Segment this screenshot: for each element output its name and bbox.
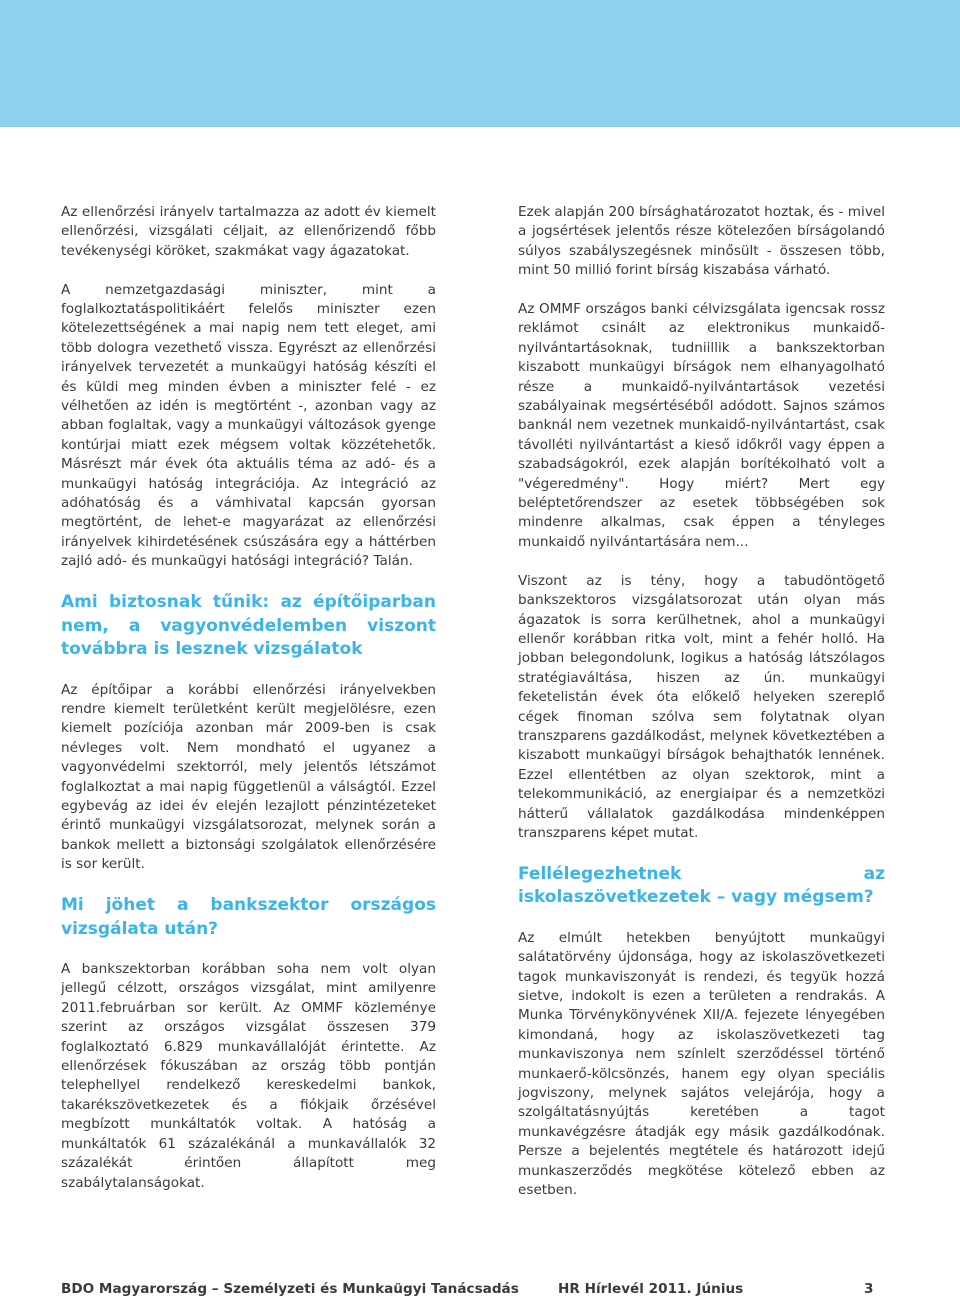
footer-company: BDO Magyarország – Személyzeti és Munkaügyi Tanácsadás [61,1281,519,1297]
right-column [518,203,885,1220]
header-band [0,0,960,127]
section-heading: Fellélegezhetnek az iskolaszövetkezetek – vagy mégsem? [518,863,885,908]
paragraph: Az elmúlt hetekben benyújtott munkaügyi salátatörvény újdonsága, hogy az iskolaszövetkezeti tagok munkaviszonyát is rendezi, és tegyük hozzá sietve, indokolt is ezen a területen a rendrakás. A Munka Törvénykönyvének XII/A. fejezete lényegében kimondaná, hogy az iskolaszövetkezeti tag munkaviszonya nem színlelt szerződéssel történő munkaerő-kölcsönzés, hanem egy olyan speciális jogviszony, melynek sajátos velejárója, hogy a szolgáltatásnyújtás keretében a tagot munkavégzésre átadják egy másik gazdálkodónak. Persze a bejelentés megtétele és határozott idejű munkaszerződés megkötése kötelező ebben az esetben. [518,929,885,1199]
paragraph: A nemzetgazdasági miniszter, mint a foglalkoztatáspolitikáért felelős miniszter ezen kötelezettségének a mai napig nem tett eleget, ami több dologra vezethető vissza. Egyrészt az ellenőrzési irányelvek tervezetét a munkaügyi hatóság készíti el és küldi meg minden évben a miniszter felé - ez vélhetően az idén is megtörtént -, azonban vagy az abban foglaltak, vagy a munkaügyi változások gyenge kontúrjai miatt ezek mégsem voltak közzétehetők. Másrészt már évek óta aktuális téma az adó- és a munkaügyi hatóság integrációja. Az integráció az adóhatóság és a vámhivatal kapcsán gyorsan megtörtént, de lehet-e magyarázat az ellenőrzési irányelvek kihirdetésének csúszására egy a háttérben zajló adó- és munkaügyi hatósági integráció? Talán. [61,281,436,570]
section-heading: Ami biztosnak tűnik: az építőiparban nem, a vagyonvédelemben viszont továbbra is lesznek vizsgálatok [61,592,436,660]
paragraph: Viszont az is tény, hogy a tabudöntögető bankszektoros vizsgálatsorozat után olyan más ágazatok is sorra kerülhetnek, ahol a munkaügyi ellenőr korábban ritka volt, mint a fehér holló. Ha jobban belegondolunk, logikus a hatóság látszólagos stratégiaváltása, hiszen az ún. munkaügyi feketelistán évek óta előkelő helyeken szereplő cégek finoman szólva sem folytatnak olyan transzparens gazdálkodást, melynek következtében a kiszabott munkaügyi bírságok behajthatók lennének. Ezzel ellentétben az olyan szektorok, mint a telekommunikáció, az energiaipar és a nemzetközi hátterű vállalatok gazdálkodása mindenképpen transzparens képet mutat. [518,572,885,841]
paragraph: Az építőipar a korábbi ellenőrzési irányelvekben rendre kiemelt területként került megjelölésre, ezen kiemelt pozíciója azonban már 2009-ben is csak névleges volt. Nem mondható el ugyanez a vagyonvédelmi szektorról, mely jelentős létszámot foglalkoztat a mai napig függetlenül a válságtól. Ezzel egybevág az idei év elején lezajlott pénzintézeteket érintő munkaügyi vizsgálatsorozat, melynek során a bankok mellett a biztonsági szolgálatok ellenőrzésére is sor került. [61,681,436,873]
page-number: 3 [864,1281,874,1297]
paragraph: A bankszektorban korábban soha nem volt olyan jellegű célzott, országos vizsgálat, mint amilyenre 2011.februárban sor került. Az OMMF közleménye szerint az országos vizsgálat összesen 379 foglalkoztató 6.829 munkavállalóját érintette. Az ellenőrzések fókuszában az ország több pontján telephellyel rendelkező kereskedelmi bankok, takarékszövetkezetek és a fiókjaik őrzésével megbízott munkáltatók voltak. A hatóság a munkáltatók 61 százalékánál a munkavállalók 32 százalékát érintően állapított meg szabálytalanságokat. [61,961,436,1191]
section-heading: Mi jöhet a bankszektor országos vizsgálata után? [61,895,436,939]
paragraph: Az ellenőrzési irányelv tartalmazza az adott év kiemelt ellenőrzési, vizsgálati céljait, az ellenőrizendő főbb tevékenységi köröket, szakmákat vagy ágazatokat. [61,204,436,259]
footer-newsletter: HR Hírlevél 2011. Június [558,1281,744,1297]
paragraph: Az OMMF országos banki célvizsgálata igencsak rossz reklámot csinált az elektronikus munkaidő-nyilvántartásoknak, tudniillik a bankszektorban kiszabott munkaügyi bírságok nem elhanyagolható része a munkaidő-nyilvántartások vezetési szabályainak megsértéséből adódott. Sajnos számos banknál nem vezetnek munkaidő-nyilvántartást, csak távolléti nyilvántartást a kieső időkről vagy éppen a szabadságokról, ezek alapján borítékolható volt a "végeredmény". Hogy miért? Mert egy beléptetőrendszer az esetek többségében sok mindenre alkalmas, csak éppen a tényleges munkaidő nyilvántartására nem... [518,301,885,550]
left-column [61,203,436,1212]
paragraph: Ezek alapján 200 bírsághatározatot hoztak, és - mivel a jogsértések jelentős része kötelezően bírságolandó súlyos szabályszegésnek minősült - összesen több, mint 50 millió forint bírság kiszabása várható. [518,204,885,279]
